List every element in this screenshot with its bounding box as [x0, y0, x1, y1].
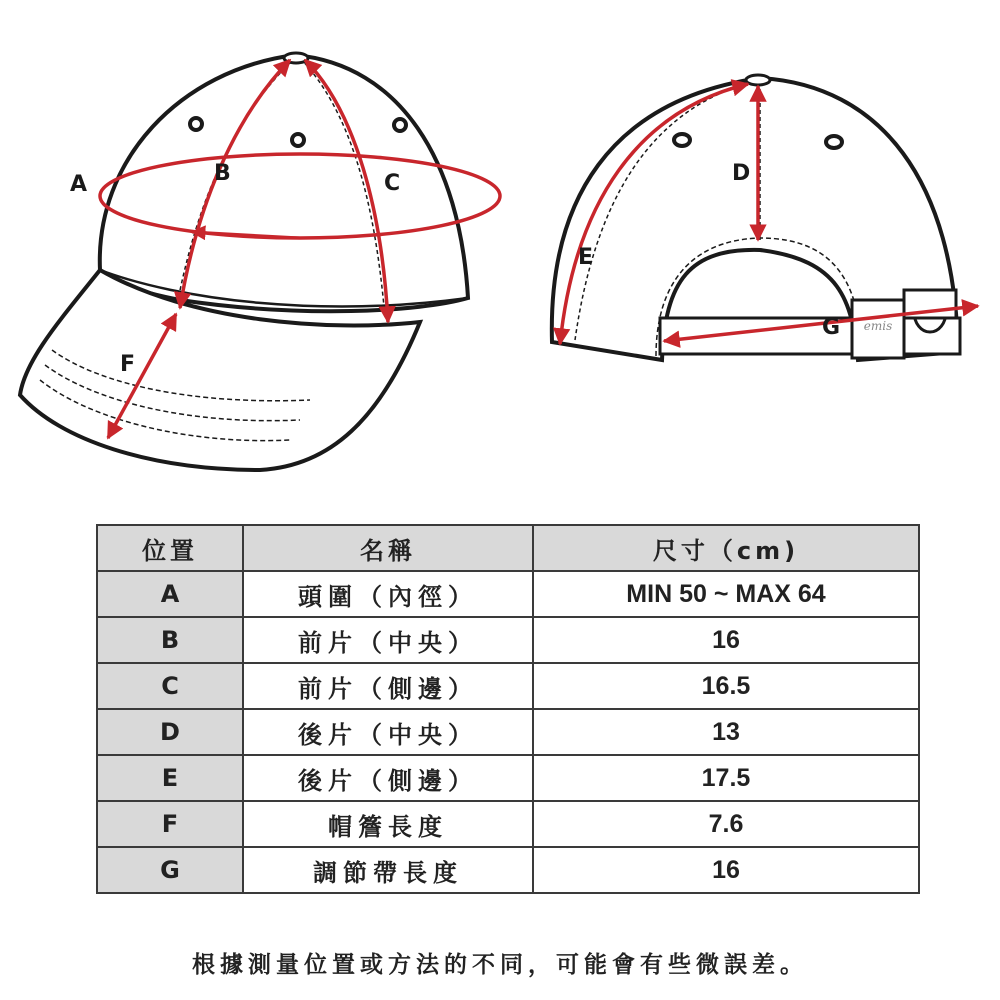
- cell-name: 帽簷長度: [243, 801, 533, 847]
- cell-size: 16.5: [533, 663, 919, 709]
- table-row: [97, 709, 919, 755]
- cell-size: MIN 50 ~ MAX 64: [533, 571, 919, 617]
- label-c: C: [384, 171, 401, 196]
- cell-name: 頭圍（內徑）: [243, 571, 533, 617]
- label-d: D: [732, 161, 751, 186]
- cell-position: F: [97, 801, 243, 847]
- cell-name: 後片（側邊）: [243, 755, 533, 801]
- label-b: B: [214, 161, 231, 186]
- label-g: G: [822, 315, 841, 340]
- cell-size: 16: [533, 617, 919, 663]
- header-name: 名稱: [243, 525, 533, 571]
- front-cap-illustration: [20, 53, 500, 470]
- size-table: [96, 524, 920, 894]
- table-row: [97, 617, 919, 663]
- cell-position: B: [97, 617, 243, 663]
- table-row: [97, 755, 919, 801]
- header-size: 尺寸（cm): [533, 525, 919, 571]
- table-row: [97, 663, 919, 709]
- cell-name: 後片（中央）: [243, 709, 533, 755]
- cell-position: G: [97, 847, 243, 893]
- table-row: [97, 571, 919, 617]
- cell-size: 16: [533, 847, 919, 893]
- back-eyelet-left: [674, 134, 690, 146]
- eyelet-left: [190, 118, 202, 130]
- back-eyelet-right: [826, 136, 842, 148]
- cell-size: 7.6: [533, 801, 919, 847]
- cell-position: E: [97, 755, 243, 801]
- back-cap-illustration: [552, 75, 978, 360]
- table-header-row: [97, 525, 919, 571]
- front-crown-outline: [100, 55, 468, 311]
- label-a: A: [70, 172, 88, 197]
- table-row: [97, 801, 919, 847]
- label-f: F: [120, 352, 136, 377]
- cell-size: 17.5: [533, 755, 919, 801]
- cell-name: 調節帶長度: [243, 847, 533, 893]
- eyelet-center: [292, 134, 304, 146]
- label-e: E: [578, 245, 594, 270]
- eyelet-right: [394, 119, 406, 131]
- cell-name: 前片（中央）: [243, 617, 533, 663]
- strap-logo: emis: [863, 319, 893, 333]
- table-row: [97, 847, 919, 893]
- cell-position: C: [97, 663, 243, 709]
- cell-position: D: [97, 709, 243, 755]
- cell-name: 前片（側邊）: [243, 663, 533, 709]
- back-button: [746, 75, 770, 85]
- header-position: 位置: [97, 525, 243, 571]
- cell-position: A: [97, 571, 243, 617]
- cell-size: 13: [533, 709, 919, 755]
- measurement-disclaimer: 根據測量位置或方法的不同，可能會有些微誤差。: [192, 952, 808, 978]
